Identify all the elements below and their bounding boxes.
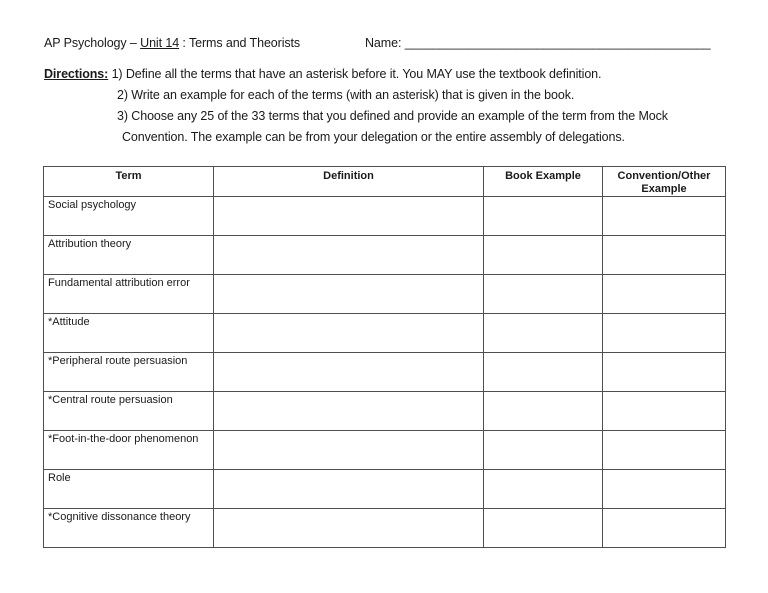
term-cell: Attribution theory xyxy=(44,236,214,275)
term-cell: Social psychology xyxy=(44,197,214,236)
name-label: Name: xyxy=(365,36,405,50)
column-header-convention-other-example: Convention/Other Example xyxy=(603,167,726,197)
convention-example-cell xyxy=(603,509,726,548)
directions-step-2: 2) Write an example for each of the terms (with an asterisk) that is given in the book. xyxy=(117,88,575,102)
directions-line-1 xyxy=(44,64,724,85)
convention-example-cell xyxy=(603,236,726,275)
term-cell: *Peripheral route persuasion xyxy=(44,353,214,392)
convention-example-cell xyxy=(603,275,726,314)
column-header-term: Term xyxy=(44,167,214,197)
directions-step-3-continued: Convention. The example can be from your delegation or the entire assembly of delegations. xyxy=(122,130,625,144)
book-example-cell xyxy=(484,314,603,353)
book-example-cell xyxy=(484,353,603,392)
directions-step-1: 1) Define all the terms that have an asterisk before it. You MAY use the textbook definition. xyxy=(108,67,602,81)
book-example-cell xyxy=(484,197,603,236)
unit-label: Unit 14 xyxy=(140,36,180,50)
table-row xyxy=(44,431,726,470)
term-cell: *Cognitive dissonance theory xyxy=(44,509,214,548)
definition-cell xyxy=(214,275,484,314)
convention-example-cell xyxy=(603,470,726,509)
definition-cell xyxy=(214,236,484,275)
table-header-row xyxy=(44,167,726,197)
definition-cell xyxy=(214,353,484,392)
book-example-cell xyxy=(484,392,603,431)
document-title xyxy=(44,36,300,50)
definition-cell xyxy=(214,470,484,509)
definition-cell xyxy=(214,509,484,548)
book-example-cell xyxy=(484,275,603,314)
term-cell: Role xyxy=(44,470,214,509)
name-field xyxy=(365,36,711,50)
table-row xyxy=(44,392,726,431)
term-cell: *Attitude xyxy=(44,314,214,353)
definition-cell xyxy=(214,431,484,470)
column-header-definition: Definition xyxy=(214,167,484,197)
convention-example-cell xyxy=(603,314,726,353)
table-row xyxy=(44,236,726,275)
table-row xyxy=(44,509,726,548)
directions-label: Directions: xyxy=(44,67,109,81)
terms-table xyxy=(43,166,726,548)
term-cell: Fundamental attribution error xyxy=(44,275,214,314)
course-title-suffix: : Terms and Theorists xyxy=(179,36,301,50)
course-title-prefix: AP Psychology – xyxy=(44,36,141,50)
convention-example-cell xyxy=(603,431,726,470)
directions-step-3: 3) Choose any 25 of the 33 terms that you defined and provide an example of the term from the Mock xyxy=(117,109,668,123)
table-row xyxy=(44,353,726,392)
book-example-cell xyxy=(484,509,603,548)
table-row xyxy=(44,275,726,314)
convention-example-cell xyxy=(603,197,726,236)
term-cell: *Central route persuasion xyxy=(44,392,214,431)
column-header-book-example: Book Example xyxy=(484,167,603,197)
term-cell: *Foot-in-the-door phenomenon xyxy=(44,431,214,470)
book-example-cell xyxy=(484,470,603,509)
book-example-cell xyxy=(484,236,603,275)
table-row xyxy=(44,470,726,509)
directions-block xyxy=(44,64,724,148)
definition-cell xyxy=(214,197,484,236)
table-row xyxy=(44,197,726,236)
table-row xyxy=(44,314,726,353)
convention-example-cell xyxy=(603,392,726,431)
name-blank-line: ____________________________________________ xyxy=(404,36,711,50)
definition-cell xyxy=(214,314,484,353)
book-example-cell xyxy=(484,431,603,470)
definition-cell xyxy=(214,392,484,431)
convention-example-cell xyxy=(603,353,726,392)
